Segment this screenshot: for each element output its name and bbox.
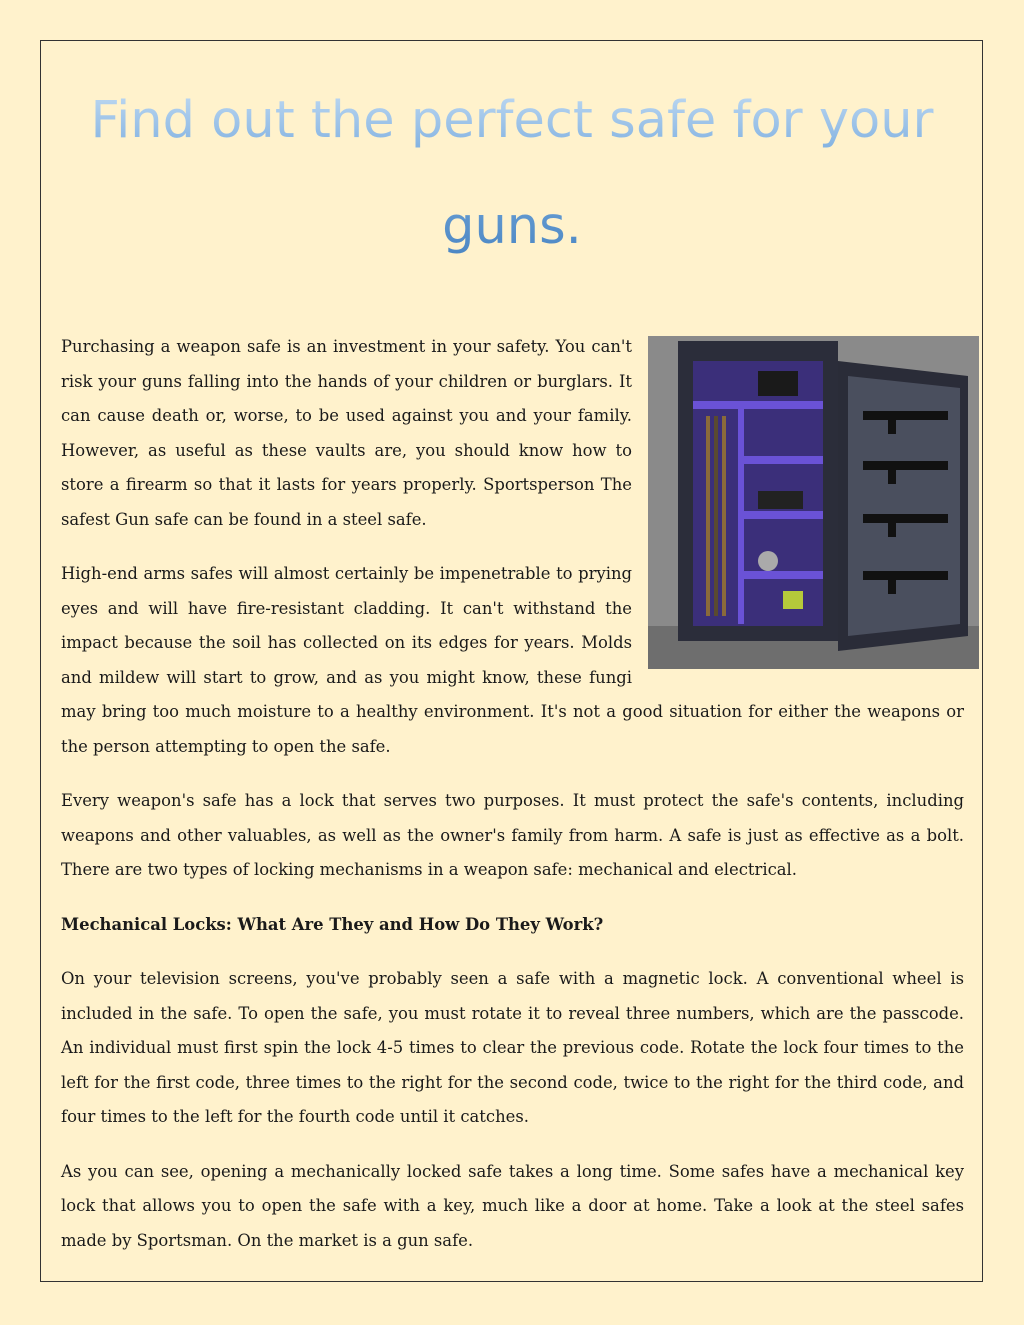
paragraph-4: On your television screens, you've probably seen a safe with a magnetic lock. A conventional wheel is included in the safe. To open the safe, you must rotate it to reveal three numbers, which are the passcode. An individual must first spin the lock 4-5 times to clear the previous code. Rotate the lock four times to the left for the first code, three times to the right for the second code, twice to the right for the third code, and four times to the left for the fourth code until it catches. [61, 969, 964, 1126]
gun-safe-image [648, 336, 979, 669]
section-heading: Mechanical Locks: What Are They and How Do They Work? [61, 914, 604, 934]
paragraph-3: Every weapon's safe has a lock that serves two purposes. It must protect the safe's contents, including weapons and other valuables, as well as the owner's family from harm. A safe is just as effective as a bolt. There are two types of locking mechanisms in a weapon safe: mechanical and electrical. [61, 791, 964, 879]
paragraph-5: As you can see, opening a mechanically locked safe takes a long time. Some safes have a mechanical key lock that allows you to open the safe with a key, much like a door at home. Take a look at the steel safes made by Sportsman. On the market is a gun safe. [61, 1161, 964, 1250]
page-title: Find out the perfect safe for your guns. [60, 68, 964, 280]
paragraph-1: Purchasing a weapon safe is an investment in your safety. You can't risk your guns falling into the hands of your children or burglars. It can cause death or, worse, to be used against you and your family. However, as useful as these vaults are, you should know how to store a firearm so that it lasts for years properly. Sportsperson The safest Gun safe can be found in a steel safe. [61, 337, 632, 529]
article-body [61, 330, 964, 1278]
paragraph-2: High-end arms safes will almost certainly be impenetrable to prying eyes and will have fire-resistant cladding. It can't withstand the impact because the soil has collected on its edges for years. Molds and mildew will start to grow, and as you might know, these fungi may bring too much moisture to a healthy environment. It's not a good situation for either the weapons or the person attempting to open the safe. [61, 564, 964, 756]
